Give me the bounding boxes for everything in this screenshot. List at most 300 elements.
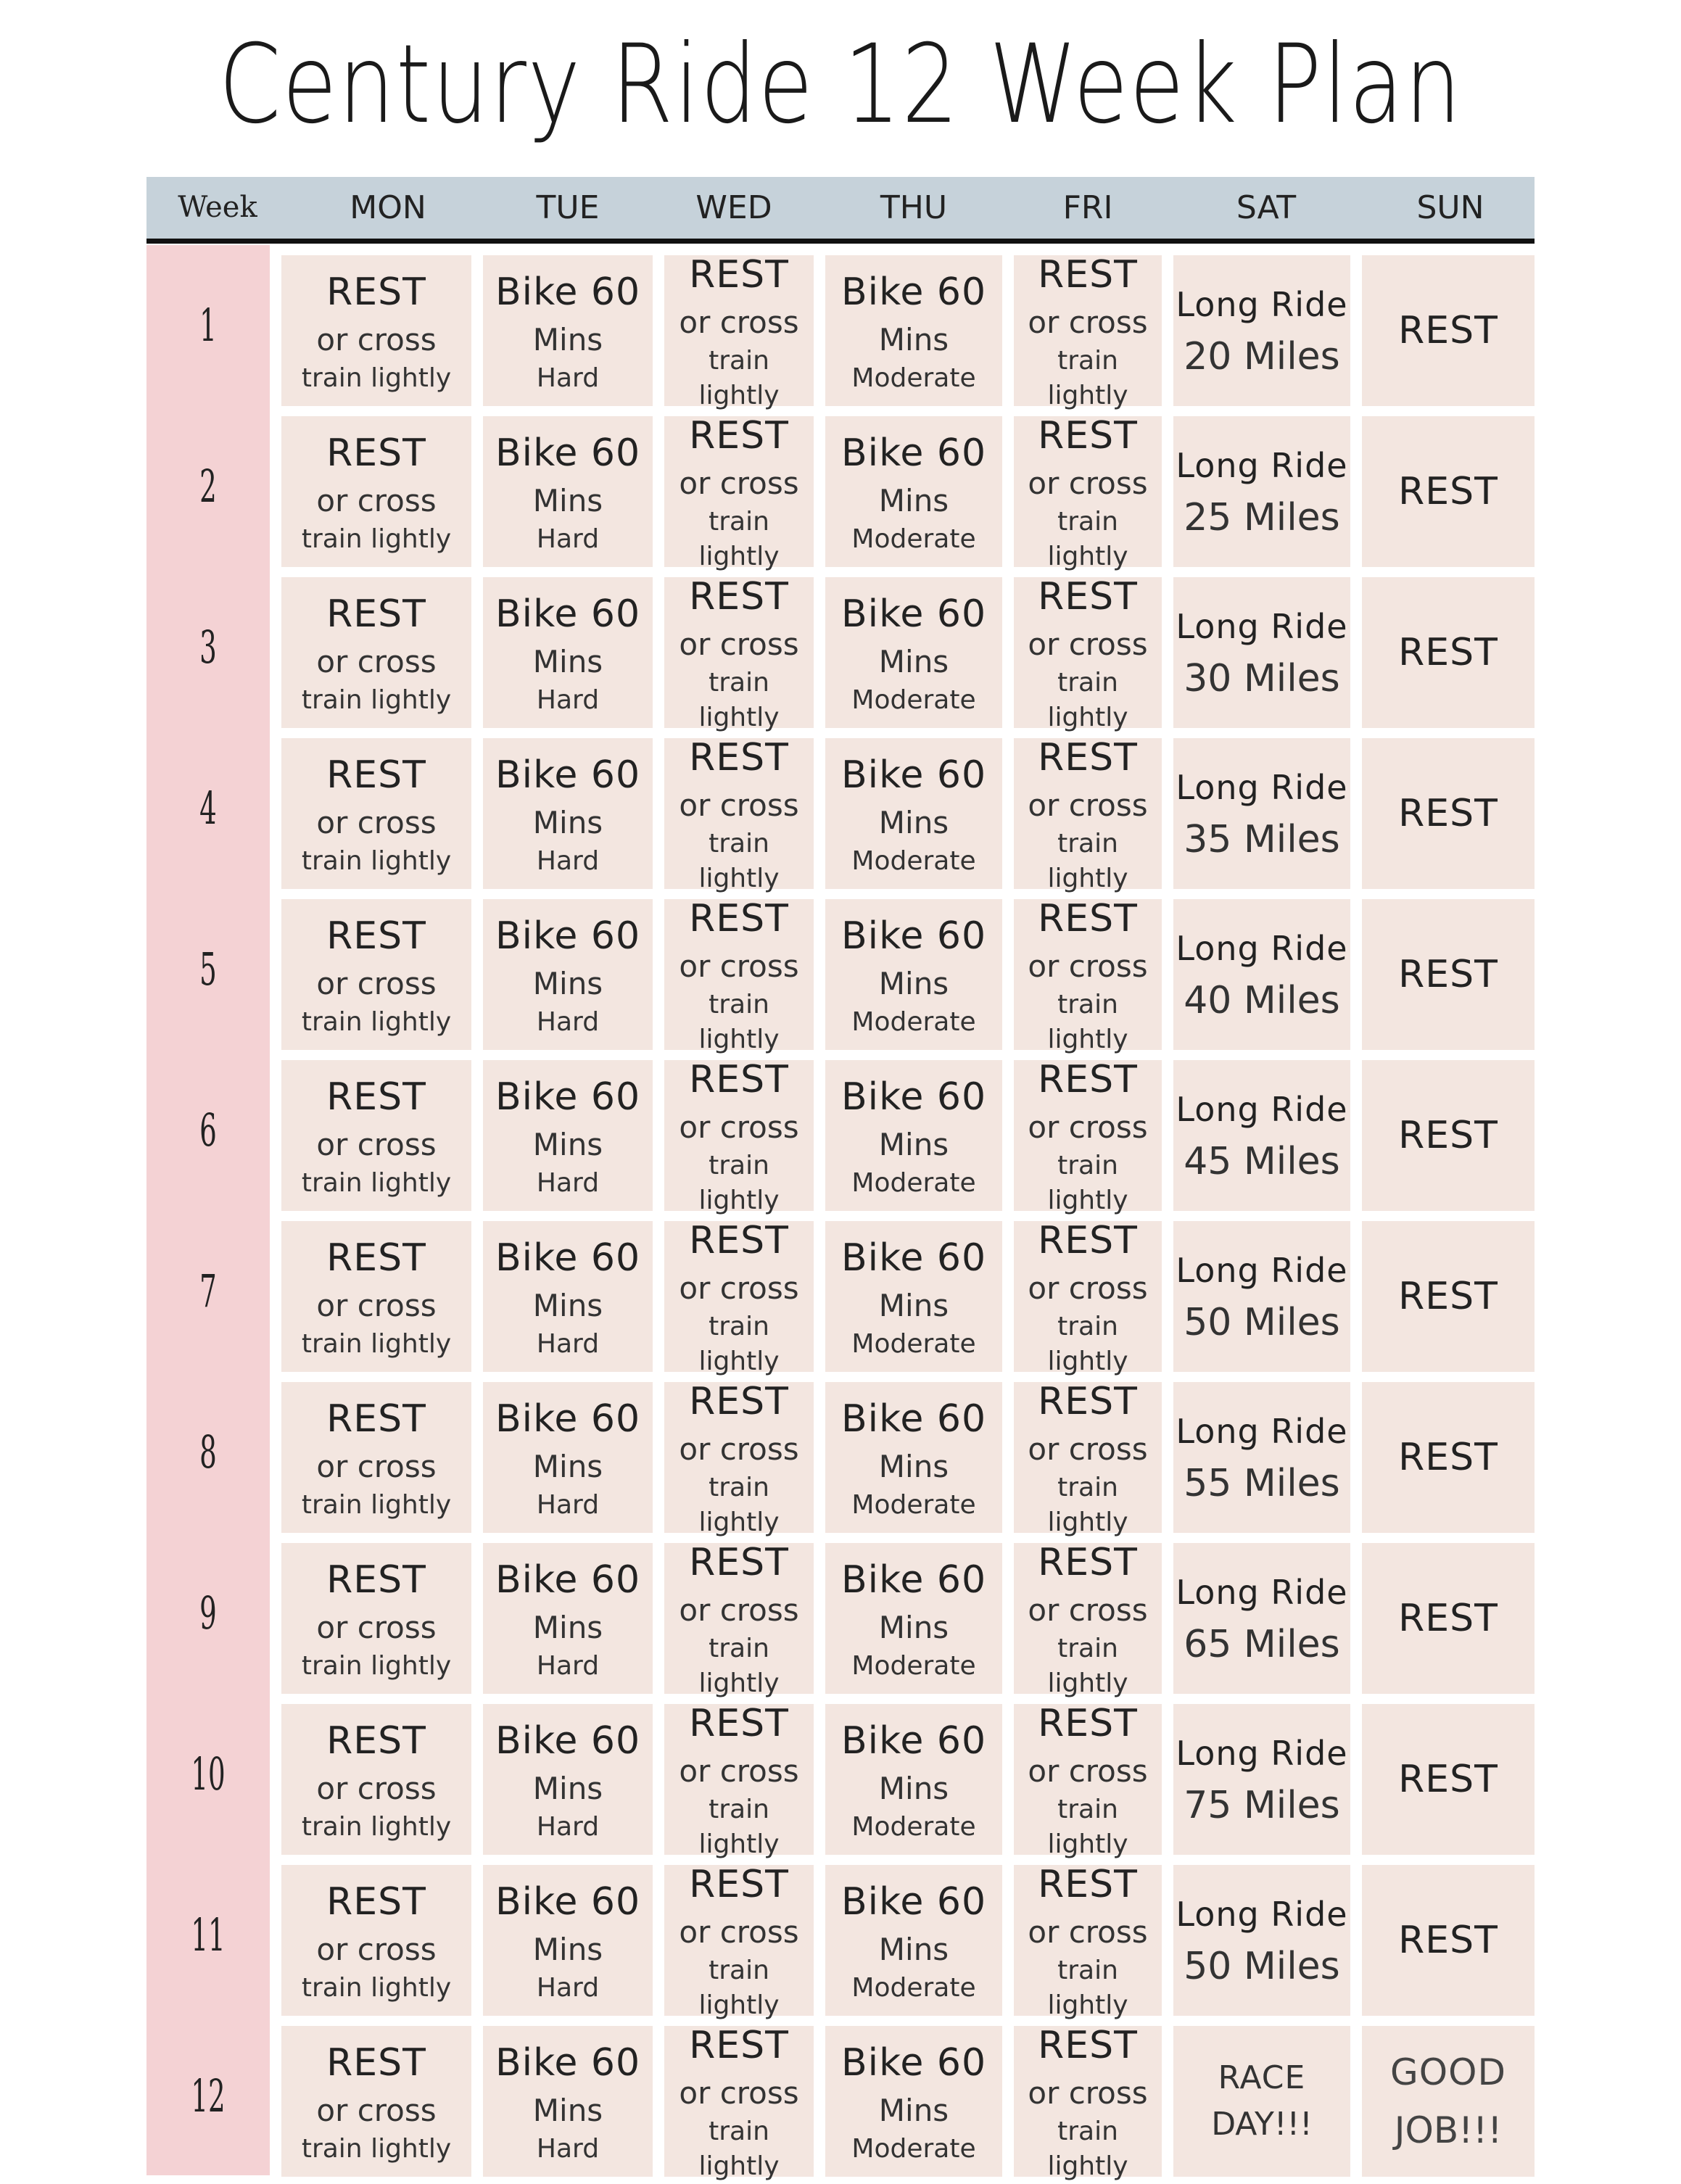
- cell-line: Bike 60: [840, 1558, 987, 1602]
- cell-line: Bike 60: [840, 1075, 987, 1119]
- cell-line: train lightly: [301, 2134, 452, 2164]
- saturday-cell: [1173, 1060, 1350, 1211]
- cell-line: Moderate: [851, 1007, 976, 1037]
- header-thu: THU: [880, 189, 948, 226]
- workout-cell-moderate: [825, 2026, 1002, 2177]
- cell-line: train lightly: [698, 1473, 780, 1537]
- cell-line: train lightly: [698, 1312, 780, 1376]
- cell-line: Mins: [878, 483, 949, 518]
- rest-cell: [1014, 1380, 1162, 1537]
- cell-line: Bike 60: [495, 1236, 641, 1280]
- sunday-cell: [1362, 255, 1535, 406]
- workout-cell-hard: [483, 255, 653, 406]
- cell-line: REST: [689, 1380, 789, 1423]
- workout-cell-moderate: [825, 1221, 1002, 1372]
- cell-line: 65 Miles: [1184, 1623, 1340, 1666]
- cell-line: or cross: [1028, 787, 1148, 823]
- cell-line: train lightly: [301, 846, 452, 876]
- cell-line: Mins: [878, 966, 949, 1001]
- cell-line: Mins: [878, 1771, 949, 1806]
- rest-cell: [664, 2024, 814, 2181]
- cell-line: train lightly: [1047, 1312, 1128, 1376]
- rest-cell: [1014, 2024, 1162, 2181]
- cell-line: 40 Miles: [1184, 979, 1340, 1022]
- header-week: Week: [178, 191, 257, 224]
- cell-line: REST: [1398, 1275, 1498, 1318]
- header-sat: SAT: [1236, 189, 1297, 226]
- cell-line: Moderate: [851, 1973, 976, 2003]
- rest-cell: [281, 1060, 471, 1211]
- cell-line: REST: [326, 1397, 426, 1441]
- cell-line: Moderate: [851, 1812, 976, 1842]
- cell-line: train lightly: [1047, 1956, 1128, 2020]
- cell-line: Hard: [536, 1651, 600, 1681]
- cell-line: or cross: [316, 1127, 437, 1162]
- cell-line: or cross: [1028, 1270, 1148, 1306]
- rest-cell: [664, 1058, 814, 1215]
- sunday-cell: [1362, 1704, 1535, 1855]
- cell-line: REST: [689, 2024, 789, 2067]
- cell-line: Bike 60: [495, 431, 641, 475]
- rest-cell: [664, 1863, 814, 2020]
- week-number: 3: [199, 621, 217, 674]
- cell-line: Bike 60: [495, 914, 641, 958]
- cell-line: train lightly: [301, 1973, 452, 2003]
- cell-line: REST: [326, 1880, 426, 1924]
- cell-line: REST: [689, 575, 789, 619]
- rest-cell: [281, 416, 471, 567]
- cell-line: Bike 60: [840, 914, 987, 958]
- sunday-cell: [1362, 1543, 1535, 1694]
- cell-line: or cross: [1028, 2075, 1148, 2111]
- saturday-cell: [1173, 899, 1350, 1050]
- sunday-cell: [1362, 1382, 1535, 1533]
- cell-line: Moderate: [851, 1490, 976, 1520]
- cell-line: REST: [689, 1863, 789, 1906]
- cell-line: Mins: [532, 483, 603, 518]
- cell-line: Mins: [532, 1127, 603, 1162]
- cell-line: Bike 60: [840, 431, 987, 475]
- cell-line: or cross: [316, 483, 437, 518]
- cell-line: Bike 60: [840, 592, 987, 636]
- cell-line: Mins: [532, 322, 603, 357]
- rest-cell: [664, 1380, 814, 1537]
- rest-cell: [664, 736, 814, 893]
- cell-line: REST: [1398, 1758, 1498, 1801]
- rest-cell: [281, 1543, 471, 1694]
- rest-cell: [664, 1219, 814, 1376]
- cell-line: Long Ride: [1176, 607, 1348, 646]
- cell-line: Long Ride: [1176, 1090, 1348, 1129]
- cell-line: train lightly: [698, 1634, 780, 1698]
- cell-line: Bike 60: [840, 1719, 987, 1763]
- cell-line: Hard: [536, 524, 600, 554]
- cell-line: Hard: [536, 2134, 600, 2164]
- header-mon: MON: [350, 189, 426, 226]
- cell-line: or cross: [316, 966, 437, 1001]
- cell-line: REST: [689, 1219, 789, 1262]
- week-column: [146, 245, 270, 2175]
- cell-line: or cross: [316, 1610, 437, 1645]
- cell-line: REST: [1038, 736, 1138, 779]
- cell-line: REST: [1398, 1597, 1498, 1640]
- cell-line: REST: [1398, 631, 1498, 674]
- cell-line: or cross: [679, 1431, 799, 1467]
- cell-line: REST: [689, 414, 789, 458]
- week-number: 11: [191, 1908, 226, 1961]
- cell-line: REST: [1038, 575, 1138, 619]
- cell-line: train lightly: [301, 363, 452, 393]
- workout-cell-hard: [483, 1865, 653, 2016]
- cell-line: or cross: [679, 1914, 799, 1950]
- cell-line: Mins: [532, 1771, 603, 1806]
- cell-line: REST: [1038, 1541, 1138, 1584]
- rest-cell: [281, 1865, 471, 2016]
- cell-line: REST: [689, 253, 789, 297]
- cell-line: or cross: [1028, 948, 1148, 984]
- cell-line: or cross: [316, 1288, 437, 1323]
- cell-line: Moderate: [851, 685, 976, 715]
- cell-line: Moderate: [851, 846, 976, 876]
- cell-line: REST: [1038, 1863, 1138, 1906]
- cell-line: Bike 60: [495, 1075, 641, 1119]
- cell-line: or cross: [316, 805, 437, 840]
- rest-cell: [281, 1704, 471, 1855]
- cell-line: train lightly: [301, 685, 452, 715]
- cell-line: Moderate: [851, 1651, 976, 1681]
- cell-line: or cross: [316, 1932, 437, 1967]
- cell-line: train lightly: [1047, 829, 1128, 893]
- cell-line: or cross: [679, 1270, 799, 1306]
- cell-line: Mins: [878, 322, 949, 357]
- cell-line: train lightly: [698, 346, 780, 410]
- rest-cell: [1014, 1219, 1162, 1376]
- cell-line: GOOD: [1390, 2051, 1506, 2093]
- cell-line: train lightly: [1047, 668, 1128, 732]
- cell-line: train lightly: [698, 1956, 780, 2020]
- cell-line: Mins: [532, 805, 603, 840]
- header-wed: WED: [695, 189, 772, 226]
- workout-cell-moderate: [825, 416, 1002, 567]
- cell-line: Long Ride: [1176, 768, 1348, 807]
- cell-line: REST: [1398, 953, 1498, 996]
- cell-line: or cross: [679, 466, 799, 501]
- workout-cell-hard: [483, 1543, 653, 1694]
- cell-line: train lightly: [301, 524, 452, 554]
- cell-line: Hard: [536, 1329, 600, 1359]
- sunday-cell: [1362, 577, 1535, 728]
- cell-line: Mins: [532, 1610, 603, 1645]
- cell-line: or cross: [679, 305, 799, 340]
- sunday-cell: [1362, 738, 1535, 889]
- cell-line: train lightly: [1047, 507, 1128, 571]
- rest-cell: [1014, 1863, 1162, 2020]
- cell-line: Moderate: [851, 1329, 976, 1359]
- cell-line: REST: [326, 431, 426, 475]
- cell-line: Hard: [536, 1168, 600, 1198]
- cell-line: REST: [1398, 1114, 1498, 1157]
- cell-line: Bike 60: [840, 1397, 987, 1441]
- cell-line: REST: [689, 1702, 789, 1745]
- cell-line: Long Ride: [1176, 1251, 1348, 1290]
- cell-line: REST: [326, 914, 426, 958]
- saturday-cell: [1173, 1543, 1350, 1694]
- cell-line: Mins: [878, 1449, 949, 1484]
- cell-line: REST: [1398, 309, 1498, 352]
- cell-line: or cross: [679, 2075, 799, 2111]
- cell-line: train lightly: [698, 2117, 780, 2181]
- sunday-cell: [1362, 1865, 1535, 2016]
- cell-line: train lightly: [698, 990, 780, 1054]
- cell-line: REST: [326, 1558, 426, 1602]
- cell-line: Long Ride: [1176, 1734, 1348, 1773]
- header-divider: [146, 239, 1535, 244]
- header-tue: TUE: [536, 189, 600, 226]
- cell-line: Mins: [878, 805, 949, 840]
- saturday-cell: [1173, 577, 1350, 728]
- week-number: 12: [191, 2069, 226, 2122]
- rest-cell: [281, 1382, 471, 1533]
- cell-line: REST: [326, 2041, 426, 2085]
- saturday-cell: [1173, 416, 1350, 567]
- rest-cell: [1014, 1541, 1162, 1698]
- cell-line: REST: [1038, 414, 1138, 458]
- cell-line: train lightly: [1047, 2117, 1128, 2181]
- rest-cell: [281, 2026, 471, 2177]
- cell-line: or cross: [679, 948, 799, 984]
- rest-cell: [664, 414, 814, 571]
- cell-line: Hard: [536, 846, 600, 876]
- week-number: 7: [199, 1265, 217, 1318]
- cell-line: REST: [1398, 792, 1498, 835]
- workout-cell-hard: [483, 2026, 653, 2177]
- rest-cell: [664, 253, 814, 410]
- week-number: 6: [199, 1104, 217, 1157]
- cell-line: Bike 60: [495, 1558, 641, 1602]
- cell-line: Bike 60: [840, 753, 987, 797]
- cell-line: Moderate: [851, 524, 976, 554]
- cell-line: or cross: [679, 1592, 799, 1628]
- cell-line: REST: [1038, 897, 1138, 940]
- cell-line: REST: [1398, 1919, 1498, 1962]
- page-title: Century Ride 12 Week Plan: [218, 22, 1463, 148]
- cell-line: or cross: [679, 1109, 799, 1145]
- cell-line: or cross: [1028, 466, 1148, 501]
- cell-line: 35 Miles: [1184, 818, 1340, 861]
- workout-cell-hard: [483, 577, 653, 728]
- cell-line: train lightly: [1047, 1151, 1128, 1215]
- cell-line: JOB!!!: [1394, 2109, 1503, 2151]
- cell-line: train lightly: [698, 1151, 780, 1215]
- cell-line: REST: [326, 1236, 426, 1280]
- cell-line: train lightly: [1047, 1473, 1128, 1537]
- workout-cell-moderate: [825, 1060, 1002, 1211]
- cell-line: REST: [1038, 2024, 1138, 2067]
- week-number: 4: [199, 782, 217, 835]
- saturday-cell: [1173, 1704, 1350, 1855]
- cell-line: REST: [1038, 1058, 1138, 1101]
- cell-line: 45 Miles: [1184, 1140, 1340, 1183]
- workout-cell-hard: [483, 1704, 653, 1855]
- workout-cell-moderate: [825, 1382, 1002, 1533]
- cell-line: train lightly: [301, 1812, 452, 1842]
- workout-cell-hard: [483, 1060, 653, 1211]
- workout-cell-hard: [483, 899, 653, 1050]
- rest-cell: [664, 897, 814, 1054]
- rest-cell: [664, 1541, 814, 1698]
- rest-cell: [664, 1702, 814, 1859]
- cell-line: train lightly: [301, 1007, 452, 1037]
- workout-cell-hard: [483, 1221, 653, 1372]
- cell-line: Mins: [532, 2093, 603, 2128]
- cell-line: Mins: [878, 1288, 949, 1323]
- cell-line: Mins: [878, 1610, 949, 1645]
- workout-cell-hard: [483, 1382, 653, 1533]
- cell-line: Hard: [536, 1490, 600, 1520]
- cell-line: Mins: [532, 1449, 603, 1484]
- saturday-cell: [1173, 255, 1350, 406]
- cell-line: 20 Miles: [1184, 335, 1340, 379]
- rest-cell: [1014, 253, 1162, 410]
- workout-cell-hard: [483, 416, 653, 567]
- cell-line: Hard: [536, 685, 600, 715]
- cell-line: or cross: [679, 626, 799, 662]
- rest-cell: [664, 575, 814, 732]
- cell-line: REST: [689, 897, 789, 940]
- cell-line: Moderate: [851, 2134, 976, 2164]
- cell-line: Bike 60: [495, 592, 641, 636]
- cell-line: Bike 60: [495, 270, 641, 314]
- cell-line: train lightly: [301, 1651, 452, 1681]
- workout-cell-moderate: [825, 738, 1002, 889]
- cell-line: or cross: [316, 644, 437, 679]
- week-number: 5: [199, 943, 217, 996]
- cell-line: 30 Miles: [1184, 657, 1340, 700]
- cell-line: Mins: [532, 1288, 603, 1323]
- cell-line: Moderate: [851, 1168, 976, 1198]
- cell-line: or cross: [1028, 305, 1148, 340]
- cell-line: or cross: [316, 1771, 437, 1806]
- sunday-cell: [1362, 899, 1535, 1050]
- cell-line: or cross: [1028, 1431, 1148, 1467]
- cell-line: Long Ride: [1176, 446, 1348, 485]
- cell-line: REST: [326, 1075, 426, 1119]
- cell-line: REST: [1038, 253, 1138, 297]
- cell-line: Bike 60: [495, 753, 641, 797]
- cell-line: Mins: [532, 1932, 603, 1967]
- cell-line: or cross: [316, 322, 437, 357]
- cell-line: REST: [689, 1541, 789, 1584]
- cell-line: REST: [689, 1058, 789, 1101]
- cell-line: Long Ride: [1176, 929, 1348, 968]
- rest-cell: [1014, 897, 1162, 1054]
- cell-line: REST: [1398, 470, 1498, 513]
- cell-line: Bike 60: [495, 1397, 641, 1441]
- week-number: 10: [191, 1747, 226, 1800]
- cell-line: train lightly: [698, 1795, 780, 1859]
- cell-line: or cross: [1028, 626, 1148, 662]
- cell-line: train lightly: [301, 1490, 452, 1520]
- cell-line: Long Ride: [1176, 285, 1348, 324]
- cell-line: train lightly: [1047, 1795, 1128, 1859]
- cell-line: train lightly: [1047, 346, 1128, 410]
- saturday-cell: [1173, 738, 1350, 889]
- cell-line: REST: [326, 270, 426, 314]
- cell-line: REST: [1038, 1380, 1138, 1423]
- rest-cell: [281, 738, 471, 889]
- cell-line: train lightly: [698, 507, 780, 571]
- cell-line: or cross: [316, 2093, 437, 2128]
- cell-line: train lightly: [1047, 990, 1128, 1054]
- rest-cell: [281, 1221, 471, 1372]
- cell-line: Bike 60: [495, 2041, 641, 2085]
- cell-line: Mins: [878, 2093, 949, 2128]
- cell-line: train lightly: [301, 1168, 452, 1198]
- cell-line: or cross: [316, 1449, 437, 1484]
- cell-line: Bike 60: [840, 1880, 987, 1924]
- rest-cell: [1014, 575, 1162, 732]
- sunday-cell: [1362, 2026, 1535, 2177]
- cell-line: REST: [326, 1719, 426, 1763]
- rest-cell: [281, 577, 471, 728]
- cell-line: Mins: [878, 1127, 949, 1162]
- workout-cell-moderate: [825, 255, 1002, 406]
- cell-line: or cross: [1028, 1914, 1148, 1950]
- sunday-cell: [1362, 416, 1535, 567]
- week-number: 9: [199, 1587, 217, 1639]
- cell-line: Long Ride: [1176, 1895, 1348, 1934]
- workout-cell-moderate: [825, 1865, 1002, 2016]
- cell-line: Bike 60: [840, 2041, 987, 2085]
- cell-line: DAY!!!: [1211, 2106, 1313, 2143]
- workout-cell-moderate: [825, 1543, 1002, 1694]
- cell-line: Bike 60: [495, 1880, 641, 1924]
- workout-cell-moderate: [825, 1704, 1002, 1855]
- cell-line: Bike 60: [495, 1719, 641, 1763]
- cell-line: 25 Miles: [1184, 496, 1340, 539]
- cell-line: train lightly: [698, 668, 780, 732]
- cell-line: Bike 60: [840, 270, 987, 314]
- cell-line: or cross: [1028, 1753, 1148, 1789]
- sunday-cell: [1362, 1221, 1535, 1372]
- cell-line: REST: [1398, 1436, 1498, 1479]
- rest-cell: [1014, 1058, 1162, 1215]
- rest-cell: [1014, 736, 1162, 893]
- cell-line: 50 Miles: [1184, 1945, 1340, 1988]
- cell-line: or cross: [1028, 1592, 1148, 1628]
- cell-line: or cross: [679, 787, 799, 823]
- rest-cell: [1014, 1702, 1162, 1859]
- saturday-cell: [1173, 1865, 1350, 2016]
- cell-line: Mins: [878, 644, 949, 679]
- cell-line: RACE: [1218, 2059, 1306, 2096]
- workout-cell-moderate: [825, 577, 1002, 728]
- cell-line: Mins: [532, 644, 603, 679]
- cell-line: 50 Miles: [1184, 1301, 1340, 1344]
- cell-line: Hard: [536, 363, 600, 393]
- rest-cell: [281, 255, 471, 406]
- cell-line: REST: [689, 736, 789, 779]
- cell-line: REST: [1038, 1702, 1138, 1745]
- cell-line: REST: [326, 592, 426, 636]
- workout-cell-hard: [483, 738, 653, 889]
- cell-line: or cross: [679, 1753, 799, 1789]
- header-sun: SUN: [1416, 189, 1484, 226]
- cell-line: Mins: [878, 1932, 949, 1967]
- header-fri: FRI: [1062, 189, 1113, 226]
- cell-line: 75 Miles: [1184, 1784, 1340, 1827]
- cell-line: Long Ride: [1176, 1412, 1348, 1451]
